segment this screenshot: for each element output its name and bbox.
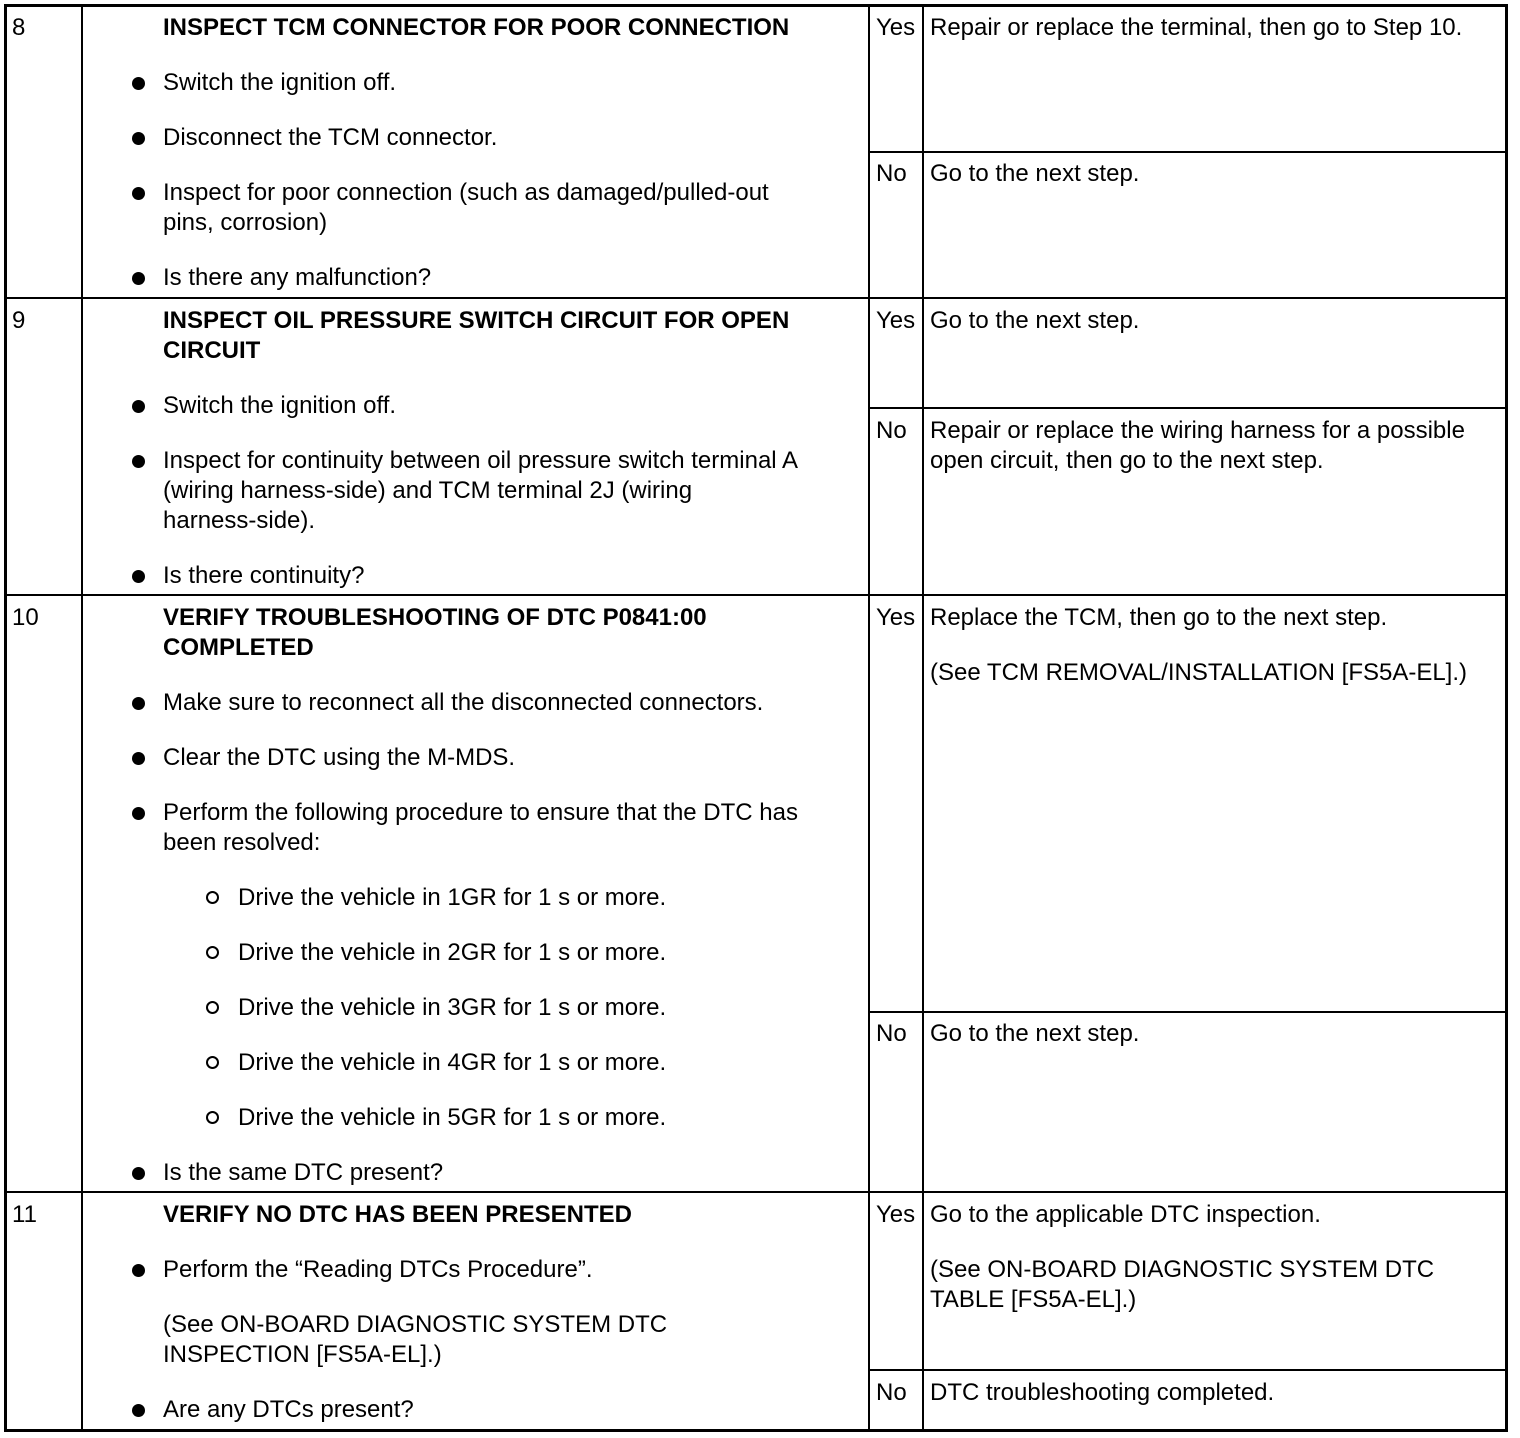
column-divider [81,4,83,1432]
sub-item: Drive the vehicle in 1GR for 1 s or more. [238,884,667,911]
sub-bullet-icon [206,1111,219,1124]
column-divider [868,4,870,1432]
bullet-icon [132,807,145,820]
sub-bullet-icon [206,1056,219,1069]
step-item: Is the same DTC present? [163,1159,444,1186]
step-item-continued: (wiring harness-side) and TCM terminal 2J (wiring [163,477,693,504]
no-label: No [876,417,907,444]
sub-bullet-icon [206,1001,219,1014]
step-item: Are any DTCs present? [163,1396,414,1423]
bullet-icon [132,697,145,710]
bullet-icon [132,570,145,583]
bullet-icon [132,752,145,765]
step-title-continued: COMPLETED [163,634,314,661]
bullet-icon [132,1264,145,1277]
yes-no-divider [869,151,1508,153]
step-reference: (See ON-BOARD DIAGNOSTIC SYSTEM DTC [163,1311,668,1338]
step-item: Disconnect the TCM connector. [163,124,498,151]
step-item: Make sure to reconnect all the disconnected connectors. [163,689,764,716]
step-item: Clear the DTC using the M-MDS. [163,744,516,771]
bullet-icon [132,187,145,200]
step-number: 9 [12,307,26,334]
yes-action: Repair or replace the terminal, then go to Step 10. [930,14,1463,41]
column-divider [922,4,924,1432]
step-item: Perform the “Reading DTCs Procedure”. [163,1256,593,1283]
row-divider [4,594,1508,596]
bullet-icon [132,400,145,413]
sub-item: Drive the vehicle in 4GR for 1 s or more. [238,1049,667,1076]
bullet-icon [132,272,145,285]
step-item-continued: been resolved: [163,829,321,856]
bullet-icon [132,455,145,468]
sub-item: Drive the vehicle in 2GR for 1 s or more. [238,939,667,966]
step-title: INSPECT TCM CONNECTOR FOR POOR CONNECTION [163,14,790,41]
step-item: Switch the ignition off. [163,69,397,96]
step-number: 11 [12,1201,37,1228]
step-number: 10 [12,604,39,631]
yes-label: Yes [876,14,916,41]
no-label: No [876,160,907,187]
step-title-continued: CIRCUIT [163,337,261,364]
step-number: 8 [12,14,26,41]
no-action: DTC troubleshooting completed. [930,1379,1275,1406]
step-item: Perform the following procedure to ensure that the DTC has [163,799,798,826]
step-item: Switch the ignition off. [163,392,397,419]
sub-bullet-icon [206,946,219,959]
bullet-icon [132,132,145,145]
bullet-icon [132,1404,145,1417]
step-item: Inspect for continuity between oil pressure switch terminal A [163,447,798,474]
yes-reference: (See ON-BOARD DIAGNOSTIC SYSTEM DTC [930,1256,1435,1283]
step-item-continued: harness-side). [163,507,316,534]
row-divider [4,297,1508,299]
no-label: No [876,1020,907,1047]
yes-action: Go to the applicable DTC inspection. [930,1201,1321,1228]
yes-label: Yes [876,307,916,334]
sub-bullet-icon [206,891,219,904]
step-title: VERIFY TROUBLESHOOTING OF DTC P0841:00 [163,604,707,631]
yes-no-divider [869,1011,1508,1013]
step-item-continued: pins, corrosion) [163,209,328,236]
bullet-icon [132,1167,145,1180]
step-item: Is there continuity? [163,562,365,589]
yes-no-divider [869,407,1508,409]
no-action: Repair or replace the wiring harness for a possible [930,417,1465,444]
no-label: No [876,1379,907,1406]
yes-label: Yes [876,604,916,631]
yes-reference-continued: TABLE [FS5A-EL].) [930,1286,1137,1313]
yes-no-divider [869,1369,1508,1371]
sub-item: Drive the vehicle in 3GR for 1 s or more. [238,994,667,1021]
yes-action: Replace the TCM, then go to the next step. [930,604,1388,631]
step-title: VERIFY NO DTC HAS BEEN PRESENTED [163,1201,632,1228]
row-divider [4,1191,1508,1193]
step-reference-continued: INSPECTION [FS5A-EL].) [163,1341,442,1368]
sub-item: Drive the vehicle in 5GR for 1 s or more. [238,1104,667,1131]
step-item: Is there any malfunction? [163,264,432,291]
yes-action: Go to the next step. [930,307,1140,334]
step-item: Inspect for poor connection (such as damaged/pulled-out [163,179,769,206]
no-action: Go to the next step. [930,160,1140,187]
yes-label: Yes [876,1201,916,1228]
bullet-icon [132,77,145,90]
no-action-continued: open circuit, then go to the next step. [930,447,1324,474]
yes-reference: (See TCM REMOVAL/INSTALLATION [FS5A-EL].) [930,659,1468,686]
no-action: Go to the next step. [930,1020,1140,1047]
step-title: INSPECT OIL PRESSURE SWITCH CIRCUIT FOR OPEN [163,307,790,334]
